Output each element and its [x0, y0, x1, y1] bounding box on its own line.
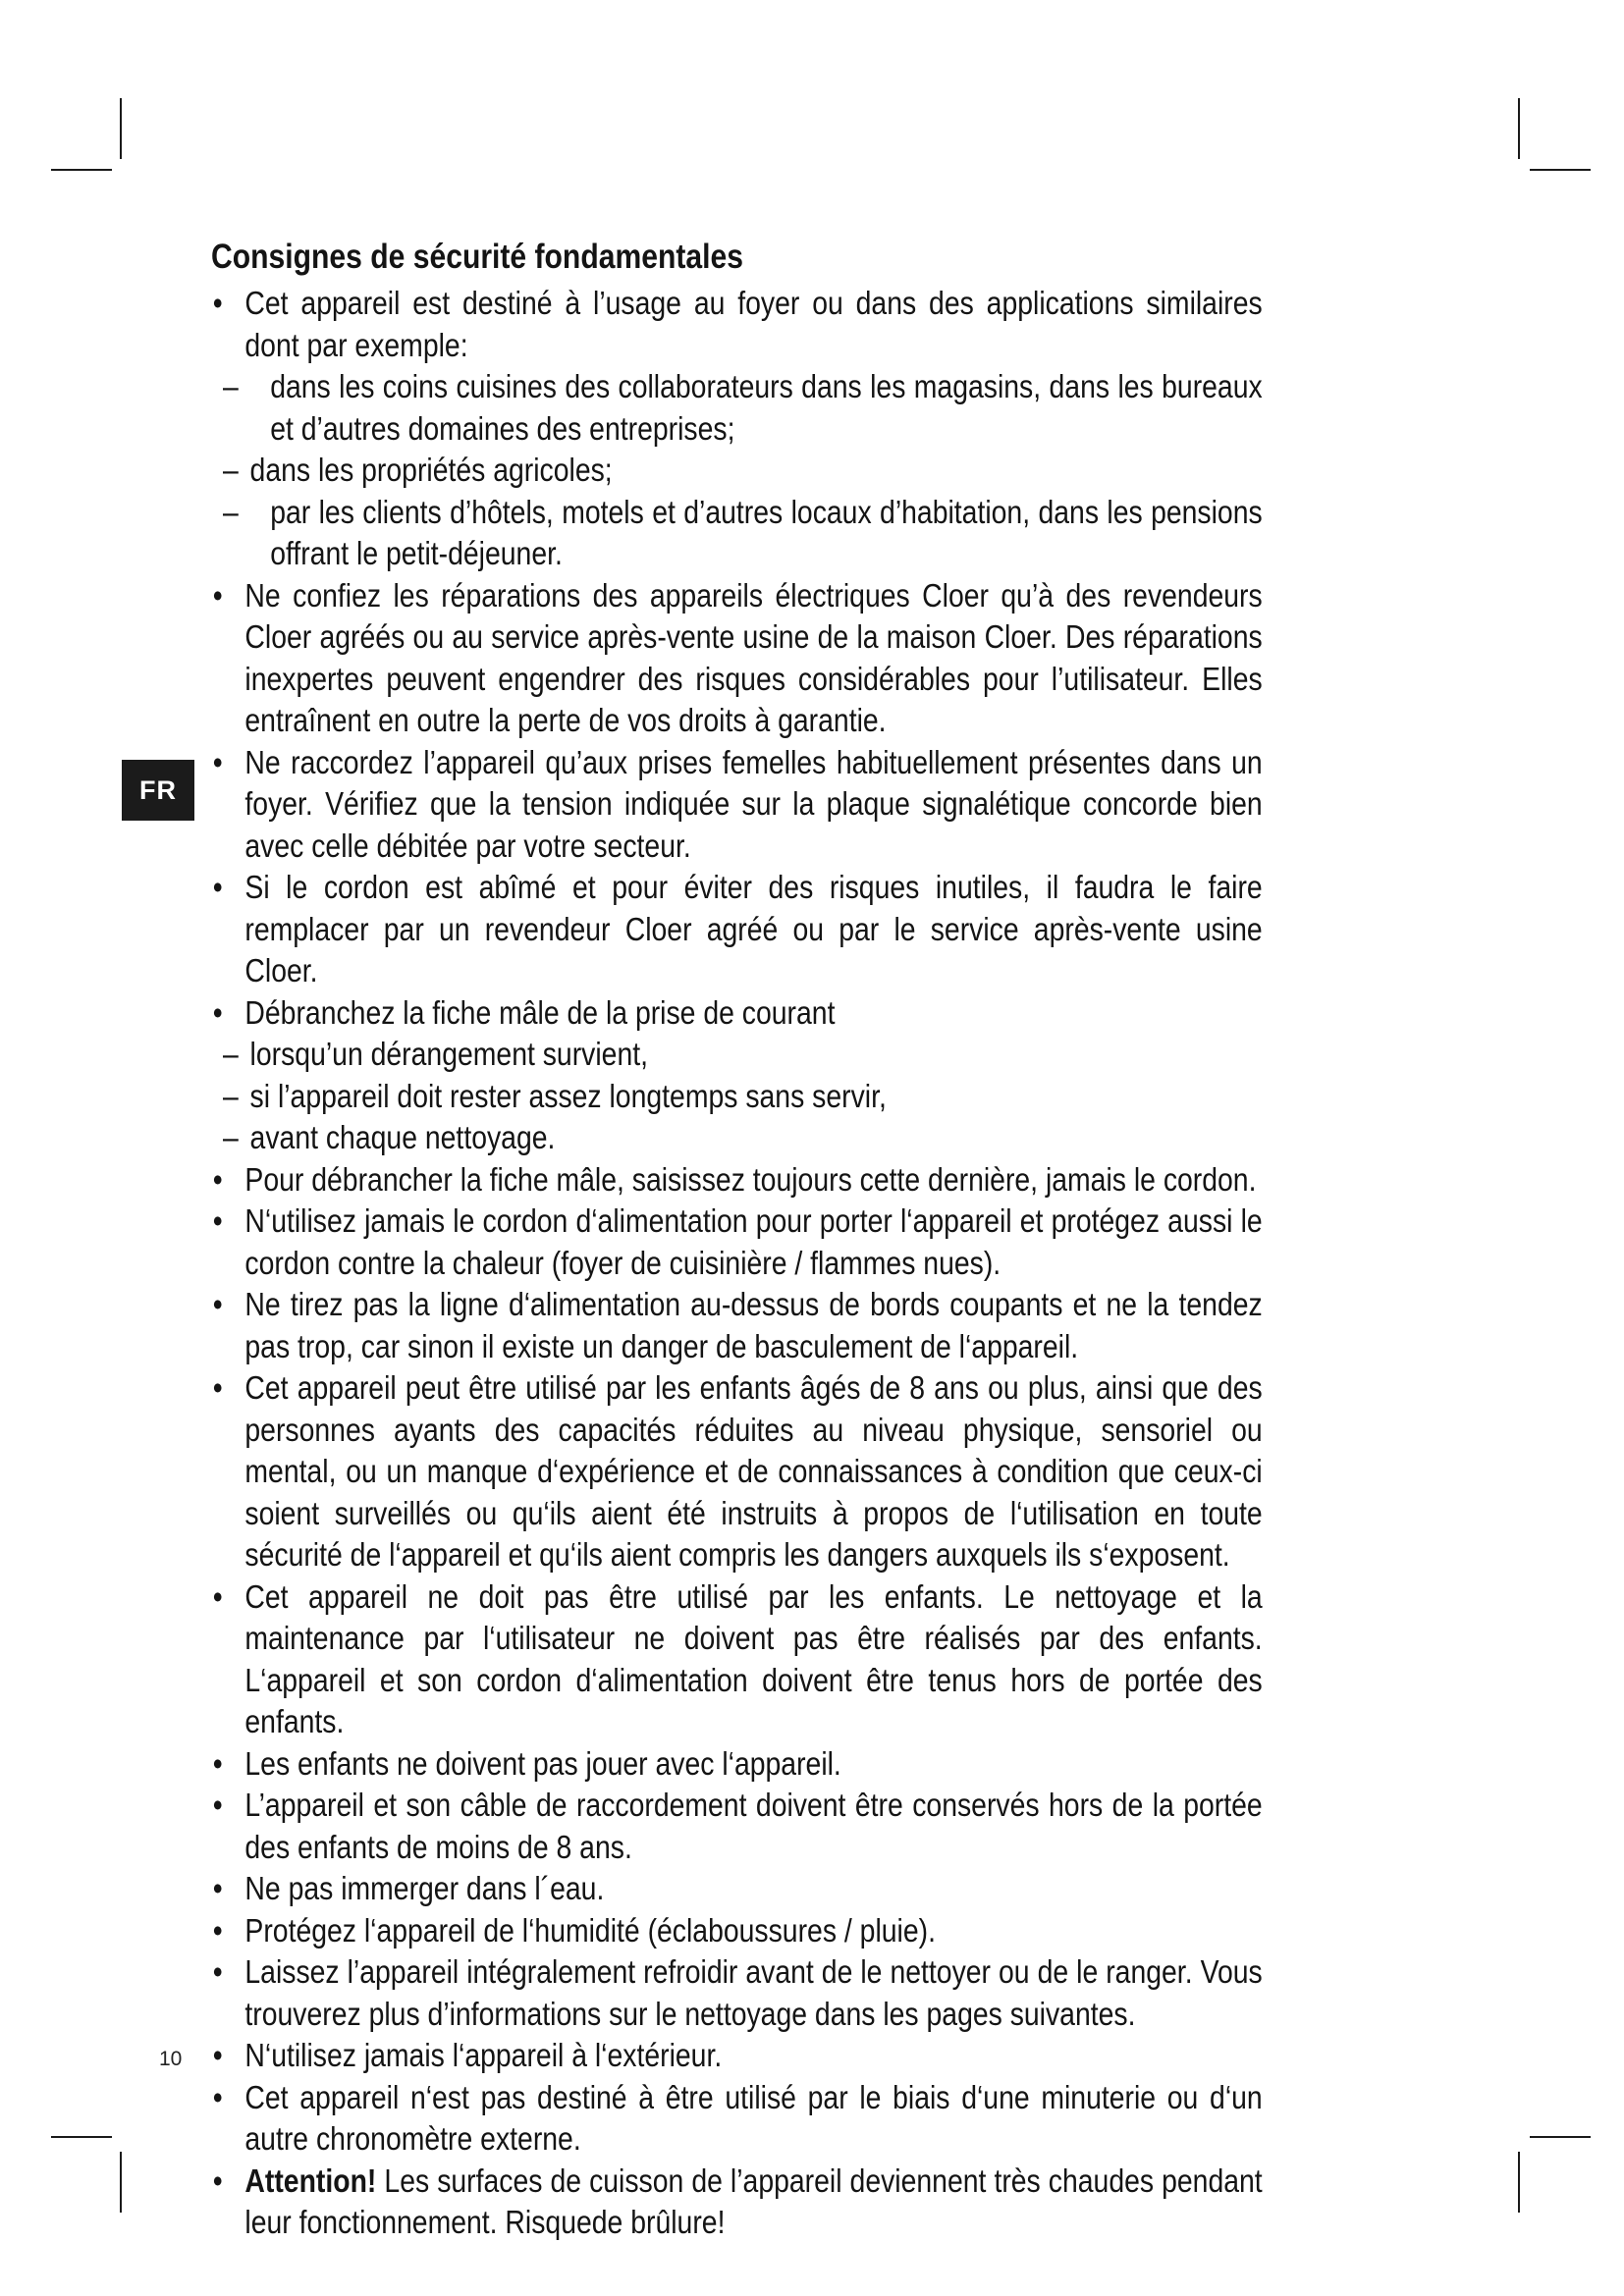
- list-item: [211, 2077, 1263, 2161]
- dash-icon: –: [223, 1119, 239, 1155]
- crop-mark-bottom-right-vertical: [1518, 2152, 1520, 2213]
- bullet-icon: •: [212, 1202, 223, 1239]
- crop-mark-top-left-horizontal: [51, 169, 112, 171]
- bullet-icon: •: [212, 1160, 223, 1198]
- crop-mark-top-right-vertical: [1518, 98, 1520, 159]
- safety-instructions: [211, 236, 1263, 2244]
- list-item-text: Pour débrancher la fiche mâle, saisissez toujours cette dernière, jamais le cordon.: [244, 1160, 1257, 1198]
- list-item-text: Ne tirez pas la ligne d‘alimentation au-dessus de bords coupants et ne la tendez pas trop, car sinon il existe un danger de basculement de l‘appareil.: [244, 1286, 1263, 1364]
- list-item-text: Les enfants ne doivent pas jouer avec l‘appareil.: [244, 1744, 841, 1782]
- dash-icon: –: [223, 1077, 239, 1114]
- list-item: [211, 992, 1263, 1035]
- list-item: [211, 1743, 1263, 1786]
- list-item: [211, 1910, 1263, 1952]
- list-item: [211, 1785, 1263, 1868]
- list-item-text: Protégez l‘appareil de l‘humidité (éclaboussures / pluie).: [244, 1911, 936, 1949]
- sub-list-item: [211, 1034, 1263, 1076]
- bullet-icon: •: [212, 743, 223, 780]
- sub-list-item: [211, 366, 1263, 450]
- bullet-icon: •: [212, 1911, 223, 1949]
- bullet-icon: •: [212, 1577, 223, 1615]
- warning-label: Attention!: [244, 2162, 377, 2199]
- bullet-icon: •: [212, 869, 223, 905]
- list-item-text: N‘utilisez jamais le cordon d‘alimentation pour porter l‘appareil et protégez aussi le cordon contre la chaleur (foyer de cuisinière / flammes nues).: [244, 1202, 1263, 1281]
- bullet-icon: •: [212, 1787, 223, 1823]
- list-item: [211, 867, 1263, 992]
- sub-list-item: [211, 1117, 1263, 1159]
- list-item-text: N‘utilisez jamais l‘appareil à l‘extérieur.: [244, 2037, 723, 2073]
- list-item-text: Les surfaces de cuisson de l’appareil deviennent très chaudes pendant leur fonctionnement. Risquede brûlure!: [244, 2162, 1263, 2240]
- sub-list-item-text: si l’appareil doit rester assez longtemps sans servir,: [249, 1077, 887, 1114]
- list-item: [211, 283, 1263, 366]
- list-item-text: Ne pas immerger dans l´eau.: [244, 1870, 605, 1906]
- list-item-text: Cet appareil n‘est pas destiné à être utilisé par le biais d‘une minuterie ou d‘un autre chronomètre externe.: [244, 2078, 1263, 2157]
- list-item-text: Débranchez la fiche mâle de la prise de courant: [244, 993, 836, 1031]
- list-item: [211, 1951, 1263, 2035]
- bullet-icon: •: [212, 2078, 223, 2115]
- list-item: [211, 1367, 1263, 1576]
- sub-list-item-text: lorsqu’un dérangement survient,: [249, 1036, 649, 1072]
- sub-list-item-text: par les clients d’hôtels, motels et d’autres locaux d’habitation, dans les pensions offrant le petit-déjeuner.: [270, 493, 1263, 571]
- list-item: [211, 2035, 1263, 2077]
- section-title: Consignes de sécurité fondamentales: [211, 238, 743, 276]
- list-item: [211, 575, 1263, 742]
- list-item-text: Cet appareil peut être utilisé par les enfants âgés de 8 ans ou plus, ainsi que des personnes ayants des capacités réduites au niveau physique, sensoriel ou mental, ou un manque d‘expérience et de connaissances à condition que ceux-ci soient surveillés ou qu‘ils aient été instruits à propos de l‘utilisation en toute sécurité de l‘appareil et qu‘ils aient compris les dangers auxquels ils s‘exposent.: [244, 1369, 1263, 1573]
- bullet-icon: •: [212, 993, 223, 1031]
- crop-mark-bottom-right-horizontal: [1530, 2136, 1591, 2138]
- list-item: [211, 1201, 1263, 1284]
- list-item-text: Laissez l’appareil intégralement refroidir avant de le nettoyer ou de le ranger. Vous trouverez plus d’informations sur le nettoyage dans les pages suivantes.: [244, 1953, 1263, 2032]
- bullet-icon: •: [212, 285, 223, 321]
- list-item-text: Si le cordon est abîmé et pour éviter des risques inutiles, il faudra le faire remplacer par un revendeur Cloer agréé ou par le service après-vente usine Cloer.: [244, 869, 1263, 988]
- sub-list-item-text: dans les coins cuisines des collaborateurs dans les magasins, dans les bureaux et d’autres domaines des entreprises;: [270, 368, 1263, 447]
- list-item-text: Cet appareil est destiné à l’usage au foyer ou dans des applications similaires dont par exemple:: [244, 285, 1263, 363]
- bullet-icon: •: [212, 1369, 223, 1406]
- sub-list-item-text: avant chaque nettoyage.: [249, 1119, 556, 1155]
- list-item-warning: [211, 2161, 1263, 2244]
- list-item-text: L’appareil et son câble de raccordement doivent être conservés hors de la portée des enfants de moins de 8 ans.: [244, 1787, 1263, 1865]
- sub-list-item-text: dans les propriétés agricoles;: [249, 452, 613, 488]
- list-item-text: Ne confiez les réparations des appareils électriques Cloer qu’à des revendeurs Cloer agréés ou au service après-vente usine de la maison Cloer. Des réparations inexpertes peuvent engendrer des risques considérables pour l’utilisateur. Elles entraînent en outre la perte de vos droits à garantie.: [244, 576, 1263, 738]
- bullet-icon: •: [212, 1870, 223, 1906]
- crop-mark-bottom-left-horizontal: [51, 2136, 112, 2138]
- list-item: [211, 1576, 1263, 1743]
- dash-icon: –: [223, 1036, 239, 1072]
- list-item-text: Ne raccordez l’appareil qu’aux prises femelles habituellement présentes dans un foyer. Vérifiez que la tension indiquée sur la plaque signalétique concorde bien avec celle débitée par votre secteur.: [244, 743, 1263, 864]
- list-item: [211, 1868, 1263, 1910]
- dash-icon: –: [223, 493, 239, 530]
- crop-mark-top-right-horizontal: [1530, 169, 1591, 171]
- dash-icon: –: [223, 368, 239, 404]
- page-number: 10: [159, 2048, 183, 2070]
- crop-mark-top-left-vertical: [120, 98, 122, 159]
- bullet-icon: •: [212, 1744, 223, 1782]
- bullet-icon: •: [212, 2037, 223, 2073]
- sub-list-item: [211, 1076, 1263, 1118]
- list-item-text: Cet appareil ne doit pas être utilisé par les enfants. Le nettoyage et la maintenance par l‘utilisateur ne doivent pas être réalisés par des enfants. L‘appareil et son cordon d‘alimentation doivent être tenus hors de portée des enfants.: [244, 1577, 1263, 1739]
- bullet-icon: •: [212, 576, 223, 614]
- crop-mark-bottom-left-vertical: [120, 2152, 122, 2213]
- list-item: [211, 742, 1263, 868]
- list-item: [211, 1159, 1263, 1201]
- sub-list-item: [211, 450, 1263, 492]
- list-item: [211, 1284, 1263, 1367]
- bullet-icon: •: [212, 2162, 223, 2199]
- bullet-icon: •: [212, 1953, 223, 1990]
- bullet-icon: •: [212, 1286, 223, 1322]
- sub-list-item: [211, 492, 1263, 575]
- language-tab: FR: [122, 760, 194, 821]
- dash-icon: –: [223, 452, 239, 488]
